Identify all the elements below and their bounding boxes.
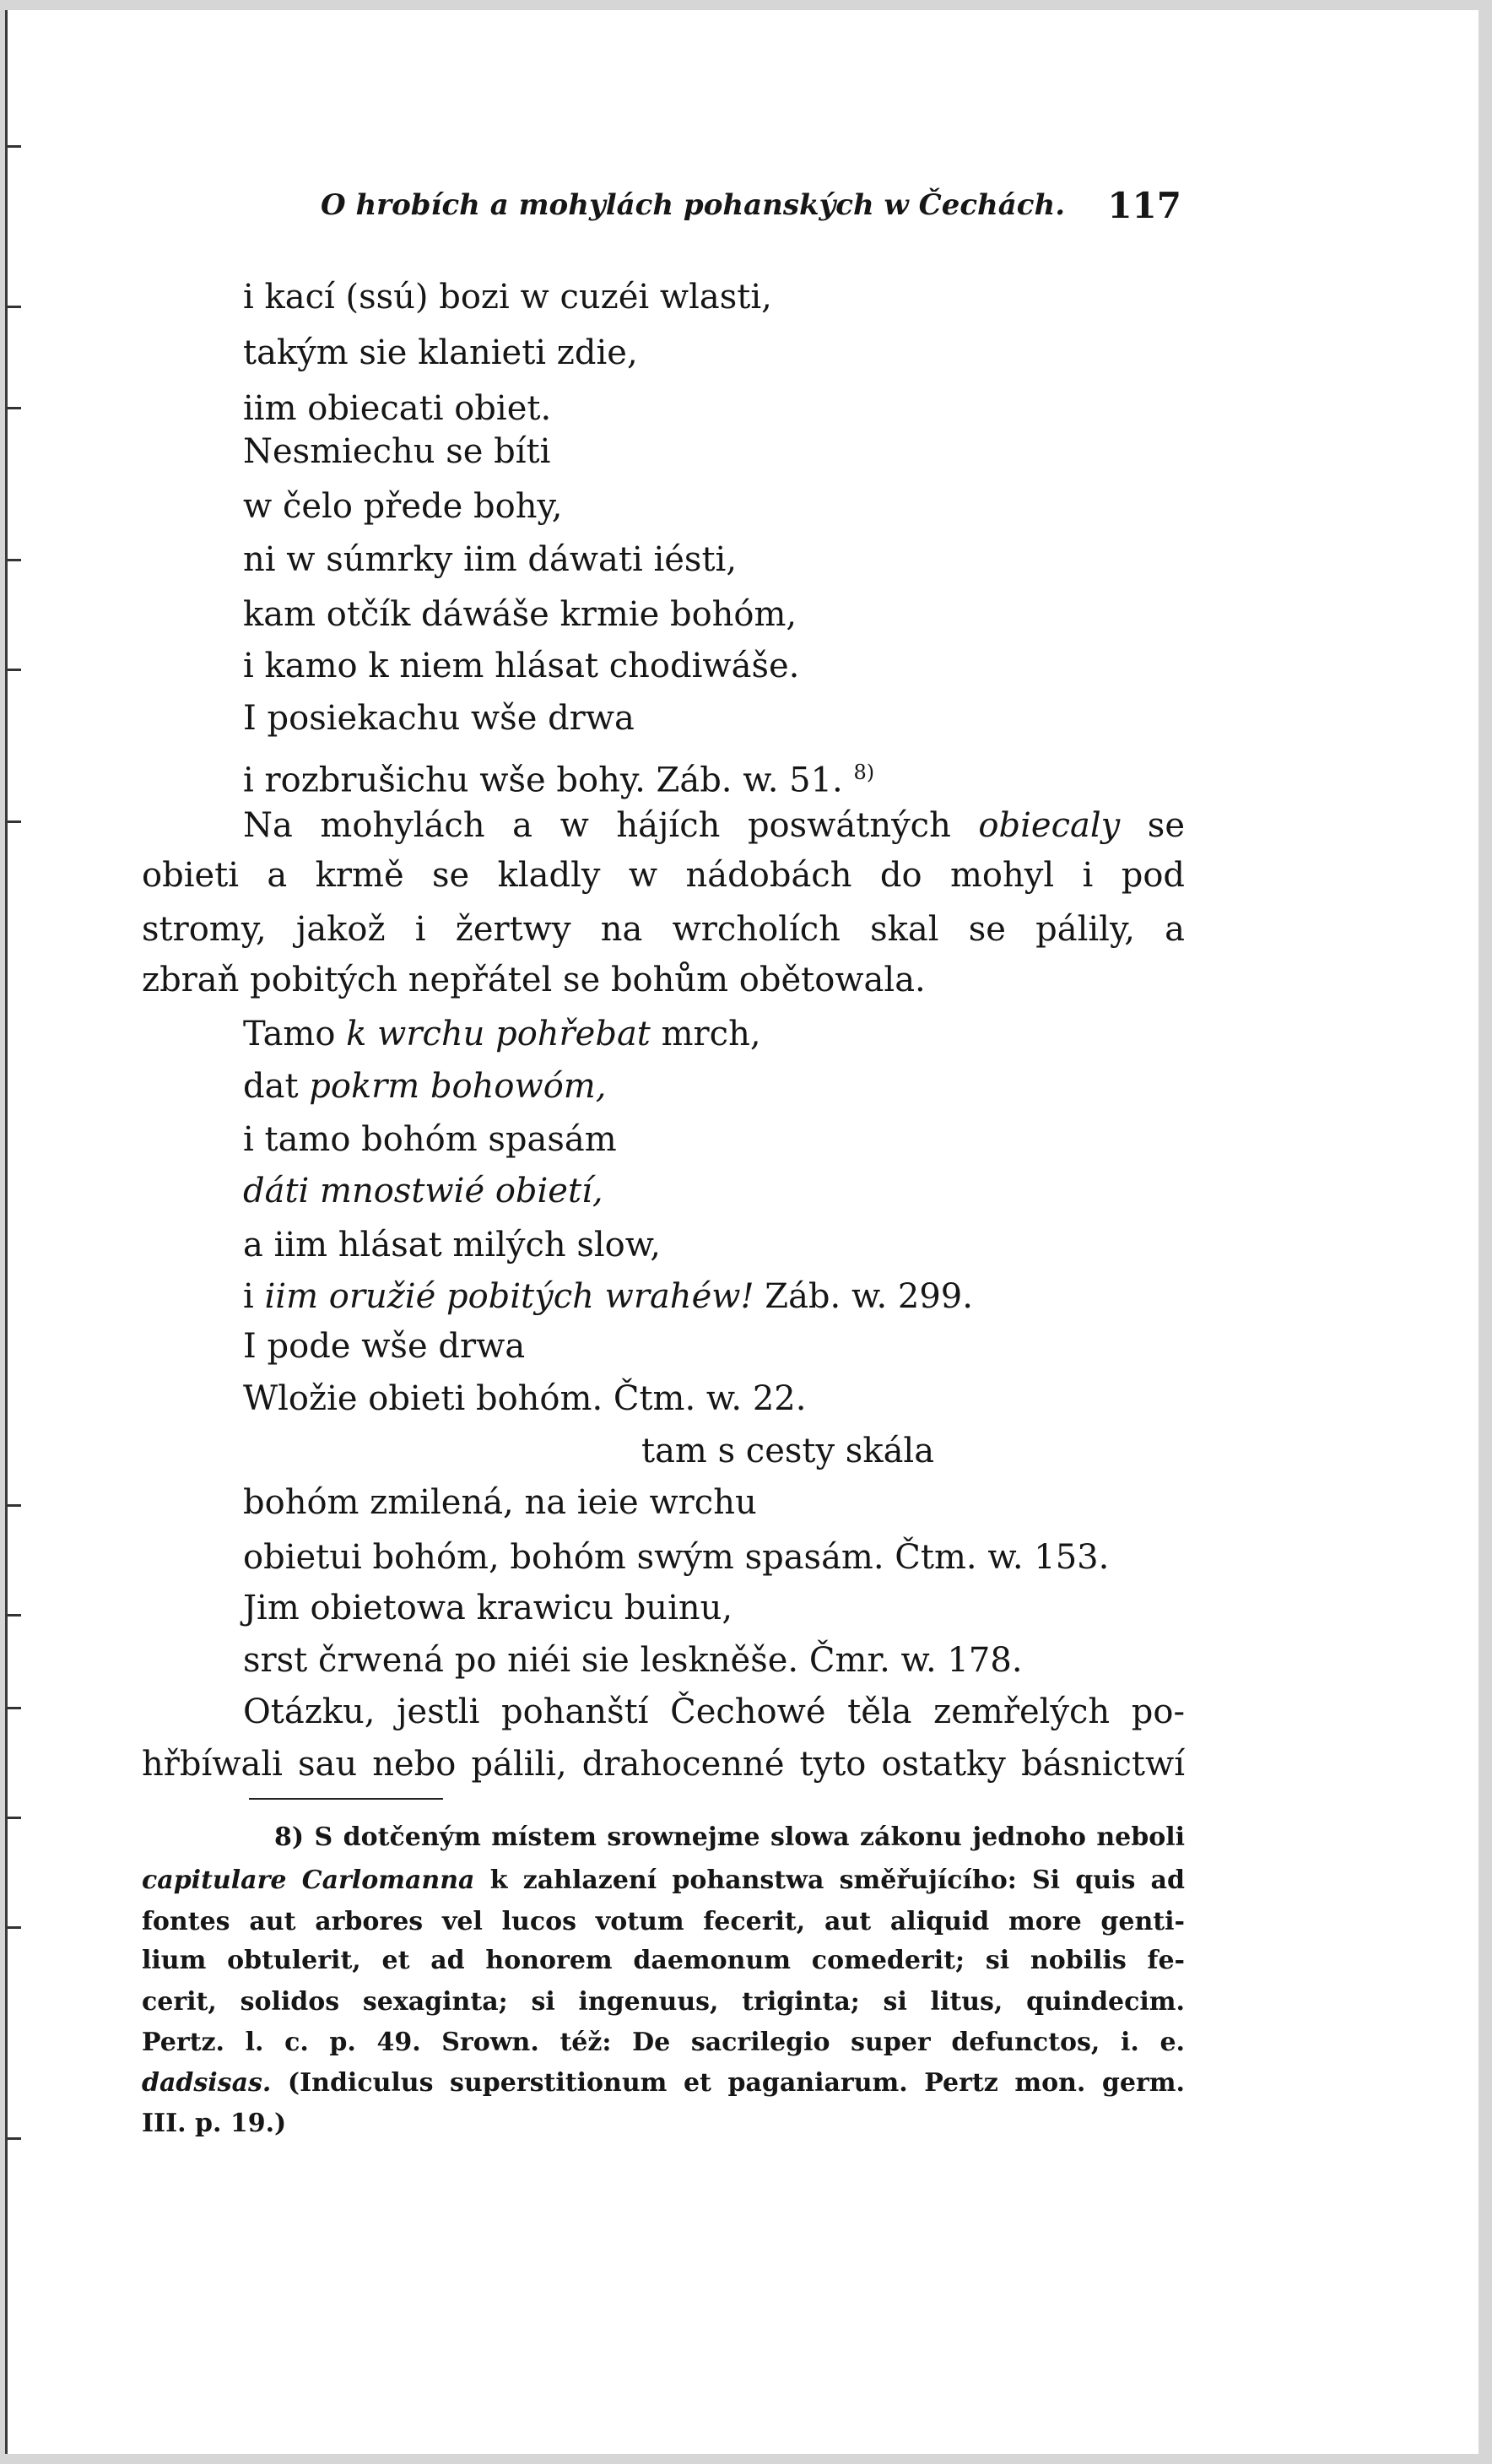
footnote-line: capitulare Carlomanna k zahlazení pohanstwa směřujícího: Si quis ad (142, 1866, 1185, 1895)
footnote-line: Pertz. l. c. p. 49. Srown. též: De sacrilegio super defunctos, i. e. (142, 2028, 1185, 2057)
poem-line: Tamo k wrchu pohřebat mrch, (243, 1015, 761, 1053)
page-number: 117 (1107, 185, 1181, 226)
paragraph-line: zbraň pobitých nepřátel se bohům obětowala. (142, 961, 926, 999)
poem-line: Nesmiechu se bíti (243, 432, 551, 471)
poem-line: i tamo bohóm spasám (243, 1120, 617, 1159)
footnote-line: fontes aut arbores vel lucos votum fecerit, aut aliquid more genti- (142, 1907, 1185, 1936)
footnote-reference: 8) (853, 761, 875, 784)
poem-line: iim obiecati obiet. (243, 389, 552, 428)
poem-line: I pode wše drwa (243, 1327, 526, 1366)
poem-line: srst črwená po niéi sie leskněše. Čmr. w. 178. (243, 1641, 1023, 1680)
poem-line: i kamo k niem hlásat chodiwáše. (243, 647, 800, 685)
poem-line: a iim hlásat milých slow, (243, 1226, 661, 1264)
footnote-line: 8) S dotčeným místem srownejme slowa zákonu jednoho neboli (274, 1822, 1185, 1852)
poem-line: bohóm zmilená, na ieie wrchu (243, 1483, 757, 1522)
poem-line: I posiekachu wše drwa (243, 699, 635, 738)
paragraph-line: Na mohylách a w hájích poswátných obiecaly se (243, 806, 1185, 845)
poem-line-with-ref (243, 751, 874, 801)
poem-line: i kací (ssú) bozi w cuzéi wlasti, (243, 278, 772, 317)
paragraph-line: obieti a krmě se kladly w nádobách do mohyl i pod (142, 856, 1185, 895)
poem-line: ni w súmrky iim dáwati iésti, (243, 540, 738, 579)
footnote-line: lium obtulerit, et ad honorem daemonum comederit; si nobilis fe- (142, 1946, 1185, 1975)
poem-line: Jim obietowa krawicu buinu, (243, 1589, 733, 1627)
footnote-line: dadsisas. (Indiculus superstitionum et paganiarum. Pertz mon. germ. (142, 2068, 1185, 2098)
poem-line: obietui bohóm, bohóm swým spasám. Čtm. w. 153. (243, 1538, 1110, 1577)
poem-line: tam s cesty skála (641, 1432, 935, 1470)
poem-line: dat pokrm bohowóm, (243, 1067, 607, 1106)
poem-line: dáti mnostwié obietí, (243, 1172, 603, 1210)
poem-line: w čelo přede bohy, (243, 487, 563, 526)
paragraph-line: stromy, jakož i žertwy na wrcholích skal se pálily, a (142, 910, 1185, 949)
footnote-rule (249, 1798, 443, 1800)
paragraph-line: Otázku, jestli pohanští Čechowé těla zemřelých po- (243, 1692, 1185, 1731)
poem-line: takým sie klanieti zdie, (243, 333, 638, 372)
poem-line: Wložie obieti bohóm. Čtm. w. 22. (243, 1379, 807, 1418)
footnote-line: cerit, solidos sexaginta; si ingenuus, triginta; si litus, quindecim. (142, 1987, 1185, 2017)
gutter-marks (8, 10, 33, 2454)
poem-line: kam otčík dáwáše krmie bohóm, (243, 595, 797, 634)
paragraph-line: hřbíwali sau nebo pálili, drahocenné tyto ostatky básnictwí (142, 1745, 1185, 1784)
footnote-line: III. p. 19.) (142, 2109, 287, 2138)
running-title: O hrobích a mohylách pohanských w Čechách. (321, 188, 1066, 222)
page-header (321, 185, 1181, 239)
poem-line: i iim oružié pobitých wrahéw! Záb. w. 299. (243, 1277, 973, 1316)
poem-line: i rozbrušichu wše bohy. Záb. w. 51. (243, 761, 843, 800)
